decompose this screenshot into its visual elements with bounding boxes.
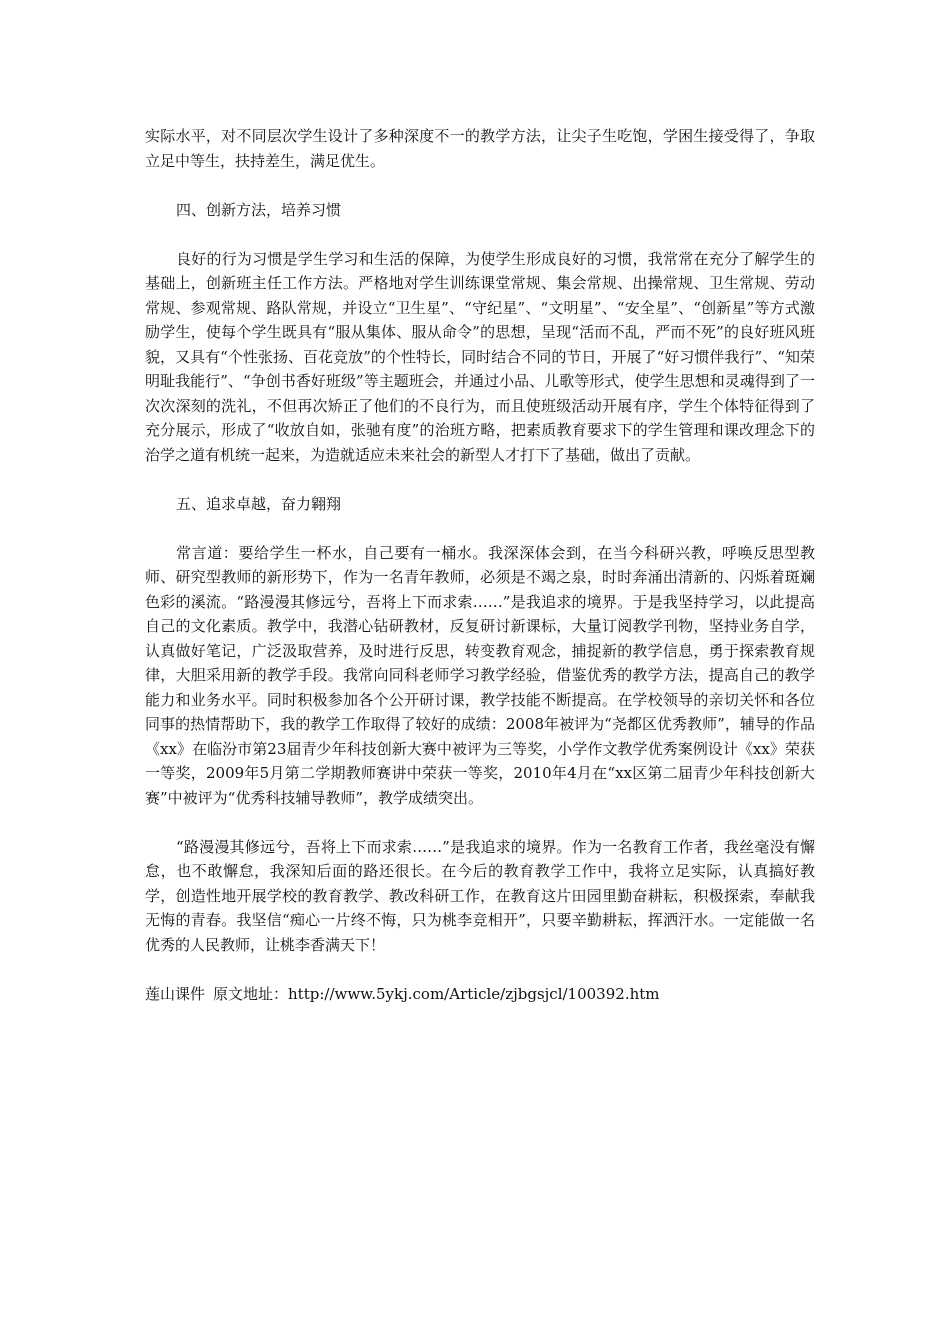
footer-site-name: 莲山课件 xyxy=(145,984,206,1003)
section-4-paragraph: 良好的行为习惯是学生学习和生活的保障，为使学生形成良好的习惯，我常常在充分了解学生的基础上，创新班主任工作方法。严格地对学生训练课堂常规、集会常规、出操常规、卫生常规、劳动常规、参观常规、路队常规，并设立“卫生星”、“守纪星”、“文明星”、“安全星”、“创新星”等方式激励学生，使每个学生既具有“服从集体、服从命令”的思想，呈现“活而不乱，严而不死”的良好班风班貌，又具有“个性张扬、百花竞放”的个性特长，同时结合不同的节日，开展了“好习惯伴我行”、“知荣明耻我能行”、“争创书香好班级”等主题班会，并通过小品、儿歌等形式，使学生思想和灵魂得到了一次次深刻的洗礼，不但再次矫正了他们的不良行为，而且使班级活动开展有序，学生个体特征得到了充分展示，形成了“收放自如，张驰有度”的治班方略，把素质教育要求下的学生管理和课改理念下的治学之道有机统一起来，为造就适应未来社会的新型人才打下了基础，做出了贡献。 xyxy=(145,249,815,464)
intro-paragraph: 实际水平，对不同层次学生设计了多种深度不一的教学方法，让尖子生吃饱，学困生接受得了，争取立足中等生，扶持差生，满足优生。 xyxy=(145,127,815,170)
closing-paragraph: “路漫漫其修远兮，吾将上下而求索……”是我追求的境界。作为一名教育工作者，我丝毫没有懈怠，也不敢懈怠，我深知后面的路还很长。在今后的教育教学工作中，我将立足实际，认真搞好教学，创造性地开展学校的教育教学、教改科研工作，在教育这片田园里勤奋耕耘，积极探索，奉献我无悔的青春。我坚信“痴心一片终不悔，只为桃李竞相开”，只要辛勤耕耘，挥洒汗水。一定能做一名优秀的人民教师，让桃李香满天下！ xyxy=(145,837,815,954)
document-body xyxy=(145,124,815,1006)
section-5-paragraph: 常言道：要给学生一杯水，自己要有一桶水。我深深体会到，在当今科研兴教，呼唤反思型教师、研究型教师的新形势下，作为一名青年教师，必须是不竭之泉，时时奔涌出清新的、闪烁着斑斓色彩的溪流。“路漫漫其修远兮，吾将上下而求索……”是我追求的境界。于是我坚持学习，以此提高自己的文化素质。教学中，我潜心钻研教材，反复研讨新课标，大量订阅教学刊物，坚持业务自学，认真做好笔记，广泛汲取营养，及时进行反思，转变教育观念，捕捉新的教学信息，勇于探索教育规律，大胆采用新的教学手段。我常向同科老师学习教学经验，借鉴优秀的教学方法，提高自己的教学能力和业务水平。同时积极参加各个公开研讨课，教学技能不断提高。在学校领导的亲切关怀和各位同事的热情帮助下，我的教学工作取得了较好的成绩：2008年被评为“尧都区优秀教师”，辅导的作品《xx》在临汾市第23届青少年科技创新大赛中被评为三等奖，小学作文教学优秀案例设计《xx》荣获一等奖，2009年5月第二学期教师赛讲中荣获一等奖，2010年4月在“xx区第二届青少年科技创新大赛”中被评为“优秀科技辅导教师”，教学成绩突出。 xyxy=(145,543,815,807)
section-5-heading: 五、追求卓越，奋力翱翔 xyxy=(176,494,342,513)
footer-source-link[interactable]: 原文地址：http://www.5ykj.com/Article/zjbgsjcl/100392.htm xyxy=(213,984,660,1003)
source-footer xyxy=(145,982,815,1007)
section-4-heading: 四、创新方法，培养习惯 xyxy=(176,200,342,219)
